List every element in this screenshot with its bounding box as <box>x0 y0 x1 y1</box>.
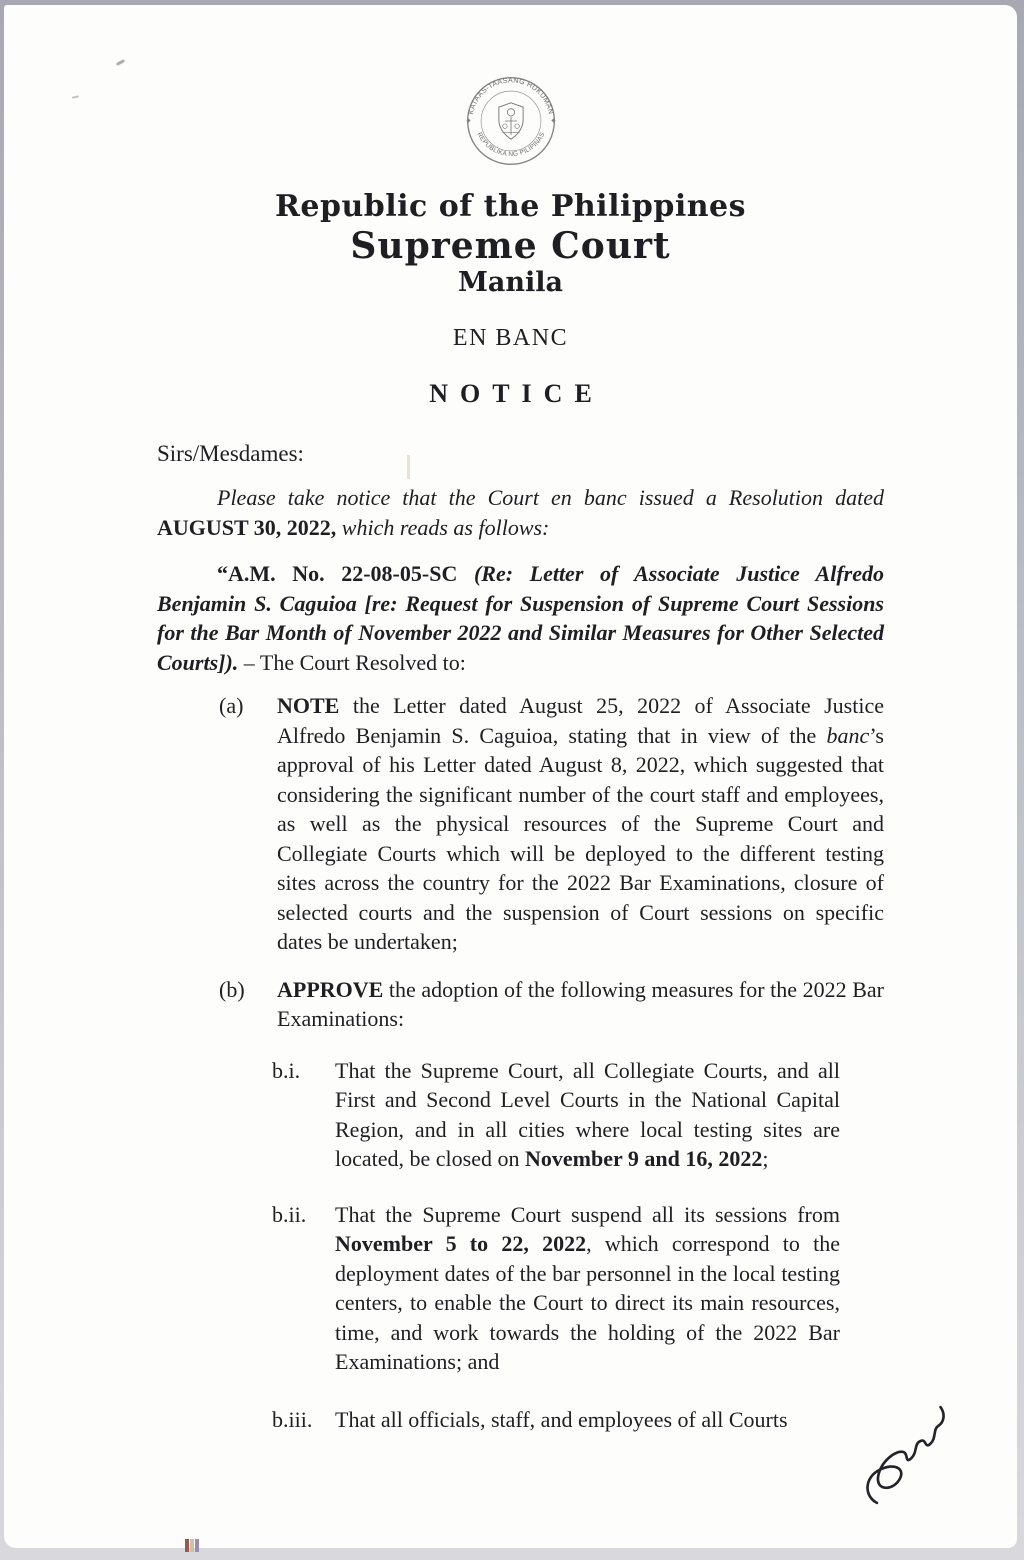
resolution-item-b <box>219 975 884 1034</box>
item-text: That all officials, staff, and employees of all Courts <box>335 1406 788 1432</box>
seal-top-text: KATAAS-TAASANG HUKUMAN <box>466 76 555 116</box>
intro-paragraph: Please take notice that the Court en banc issued a Resolution dated AUGUST 30, 2022, which reads as follows: <box>157 485 884 540</box>
resolution-item-bi <box>272 1056 884 1174</box>
court-name: Supreme Court <box>350 225 671 267</box>
item-text: NOTE the Letter dated August 25, 2022 of Associate Justice Alfredo Benjamin S. Caguioa, stating that in view of the banc’s approval of his Letter dated August 8, 2022, which suggested that considering the significant number of the court staff and employees, as well as the physical resources of the Supreme Court and Collegiate Courts which will be deployed to the different testing sites across the country for the 2022 Bar Examinations, closure of selected courts and the suspension of Court sessions on specific dates be undertaken; <box>277 693 884 954</box>
scan-fold-mark <box>407 455 410 479</box>
artifact-bar <box>195 1539 199 1552</box>
republic-header: Republic of the Philippines <box>274 189 747 224</box>
signature-mark <box>850 1399 979 1523</box>
case-caption-paragraph: “A.M. No. 22-08-05-SC (Re: Letter of Associate Justice Alfredo Benjamin S. Caguioa [re: Request for Suspension of Supreme Court Sessions for the Bar Month of November 2022 and Similar Measures for Other Selected Courts]). – The Court Resolved to: <box>157 561 884 675</box>
resolution-item-bii <box>272 1200 884 1377</box>
item-label: (a) <box>219 693 244 718</box>
item-text: APPROVE the adoption of the following measures for the 2022 Bar Examinations: <box>277 976 884 1031</box>
svg-text:KATAAS-TAASANG HUKUMAN <box>467 76 555 115</box>
scan-artifact-color-tabs <box>185 1539 199 1552</box>
svg-text:REPUBLIKA NG PILIPINAS <box>475 131 546 158</box>
city-name: Manila <box>457 267 564 298</box>
salutation: Sirs/Mesdames: <box>157 441 304 466</box>
scan-speck <box>116 59 125 66</box>
item-label: b.ii. <box>272 1201 307 1227</box>
artifact-bar <box>185 1539 189 1552</box>
notice-title: NOTICE <box>429 379 604 408</box>
seal-bottom-text: REPUBLIKA NG PILIPINAS <box>475 131 546 159</box>
resolution-item-biii <box>272 1405 884 1435</box>
paper-sheet <box>4 5 1017 1548</box>
item-label: b.i. <box>272 1057 301 1083</box>
item-text: That the Supreme Court suspend all its sessions from November 5 to 22, 2022, which correspond to the deployment dates of the bar personnel in the local testing centers, to enable the Court to direct its main resources, time, and work towards the holding of the 2022 Bar Examinations; and <box>335 1201 841 1374</box>
artifact-bar <box>190 1539 194 1552</box>
document-body <box>4 439 1017 1434</box>
supreme-court-seal-icon <box>459 69 563 173</box>
item-label: b.iii. <box>272 1406 313 1432</box>
scan-speck <box>72 95 79 98</box>
item-label: (b) <box>219 976 245 1002</box>
division-label: EN BANC <box>452 325 569 351</box>
resolution-item-a <box>219 691 884 957</box>
item-text: That the Supreme Court, all Collegiate Courts, and all First and Second Level Courts in the National Capital Region, and in all cities where local testing sites are located, be closed on November 9 and 16, 2022; <box>335 1057 840 1171</box>
